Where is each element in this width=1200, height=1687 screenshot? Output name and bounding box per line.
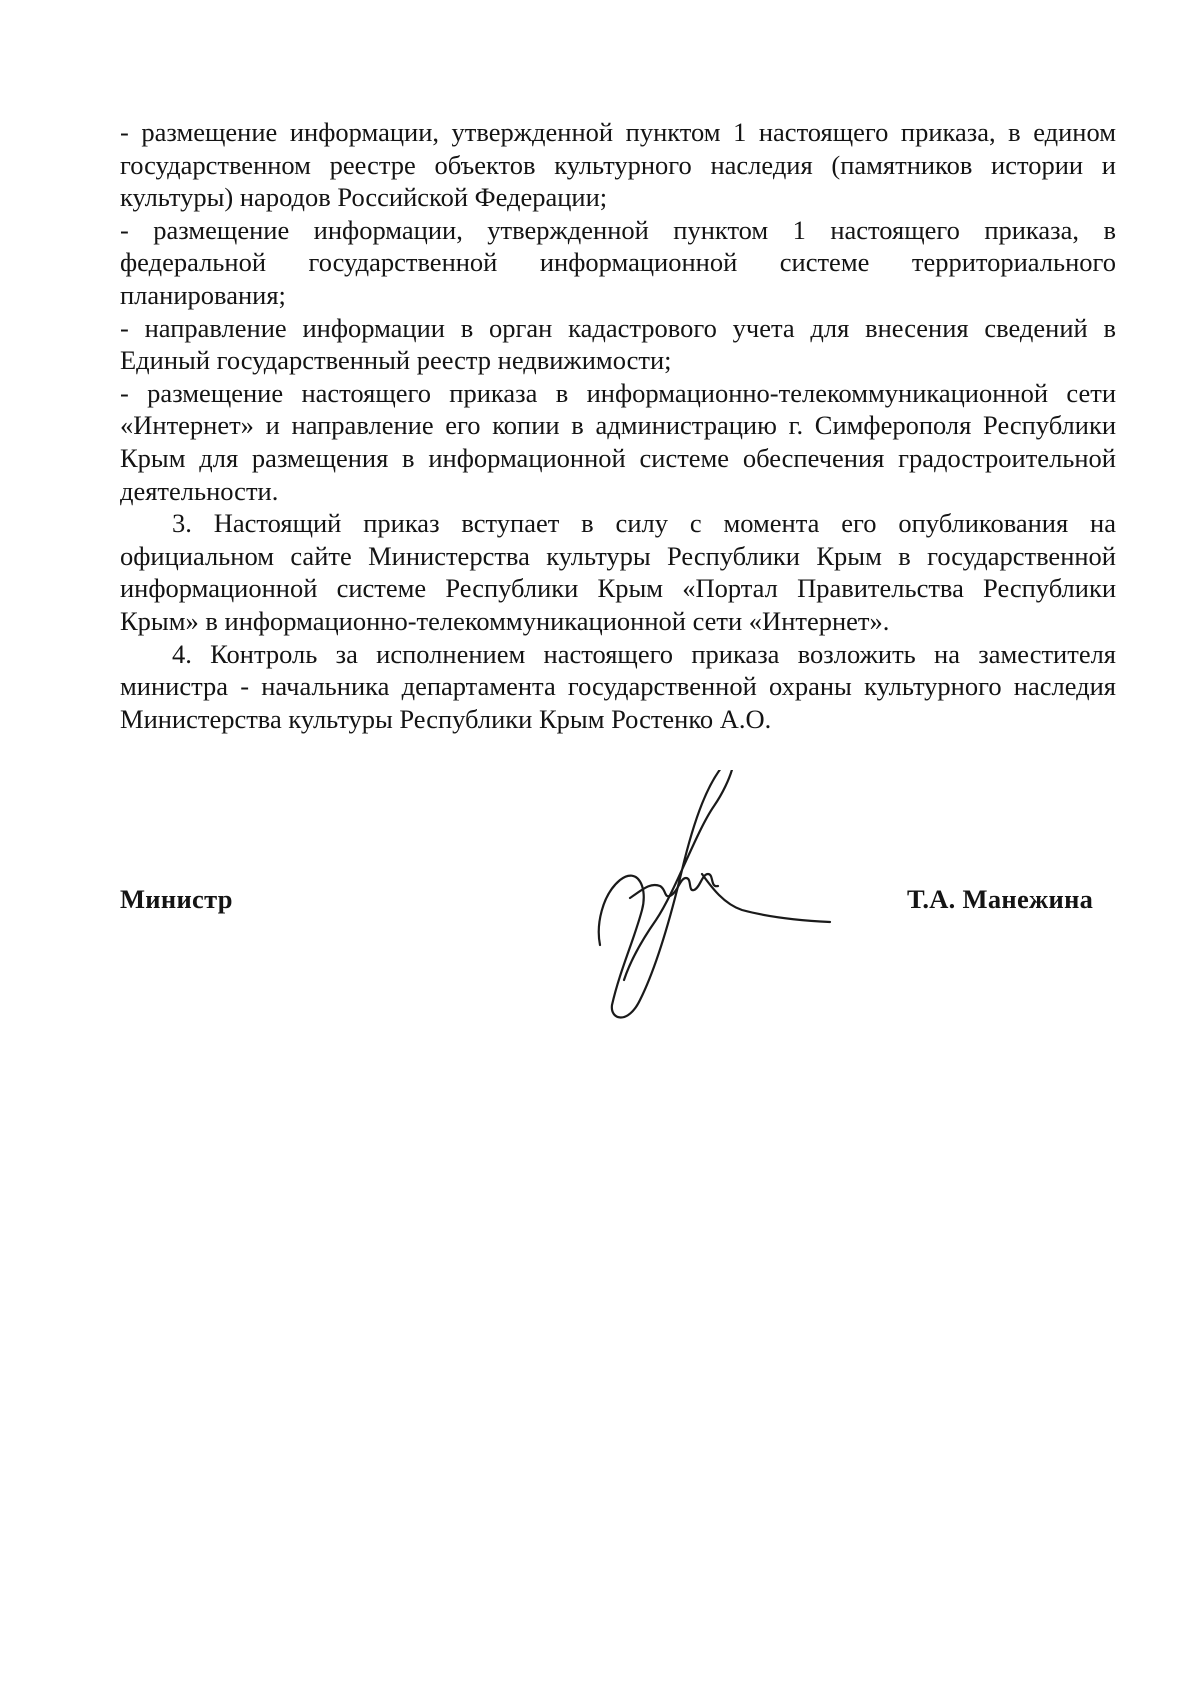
document-body — [120, 116, 1116, 735]
paragraph-2: - размещение информации, утвержденной пунктом 1 настоящего приказа, в федеральной государственной информационной системе территориального планирования; — [120, 214, 1116, 310]
signatory-name: Т.А. Манежина — [907, 884, 1094, 914]
paragraph-3: - направление информации в орган кадастрового учета для внесения сведений в Единый государственный реестр недвижимости; — [120, 312, 1116, 376]
paragraph-4: - размещение настоящего приказа в информационно-телекоммуникационной сети «Интернет» и направление его копии в администрацию г. Симферополя Республики Крым для размещения в информационной системе обеспечения градостроительной деятельности. — [120, 377, 1116, 506]
signature-stroke-scribble — [630, 874, 718, 898]
paragraph-1: - размещение информации, утвержденной пунктом 1 настоящего приказа, в едином государственном реестре объектов культурного наследия (памятников истории и культуры) народов Российской Федерации; — [120, 117, 1116, 213]
handwritten-signature — [590, 770, 850, 1020]
paragraph-6: 4. Контроль за исполнением настоящего приказа возложить на заместителя министра - начальника департамента государственной охраны культурного наследия Министерства культуры Республики Крым Ростенко А.О. — [120, 638, 1116, 734]
paragraph-5: 3. Настоящий приказ вступает в силу с момента его опубликования на официальном сайте Министерства культуры Республики Крым в государственной информационной системе Республики Крым «Портал Правительства Республики Крым» в информационно-телекоммуникационной сети «Интернет». — [120, 508, 1116, 636]
signatory-position: Министр — [120, 884, 233, 914]
signature-stroke-loop — [599, 770, 734, 1018]
signature-stroke-tail — [702, 874, 830, 922]
